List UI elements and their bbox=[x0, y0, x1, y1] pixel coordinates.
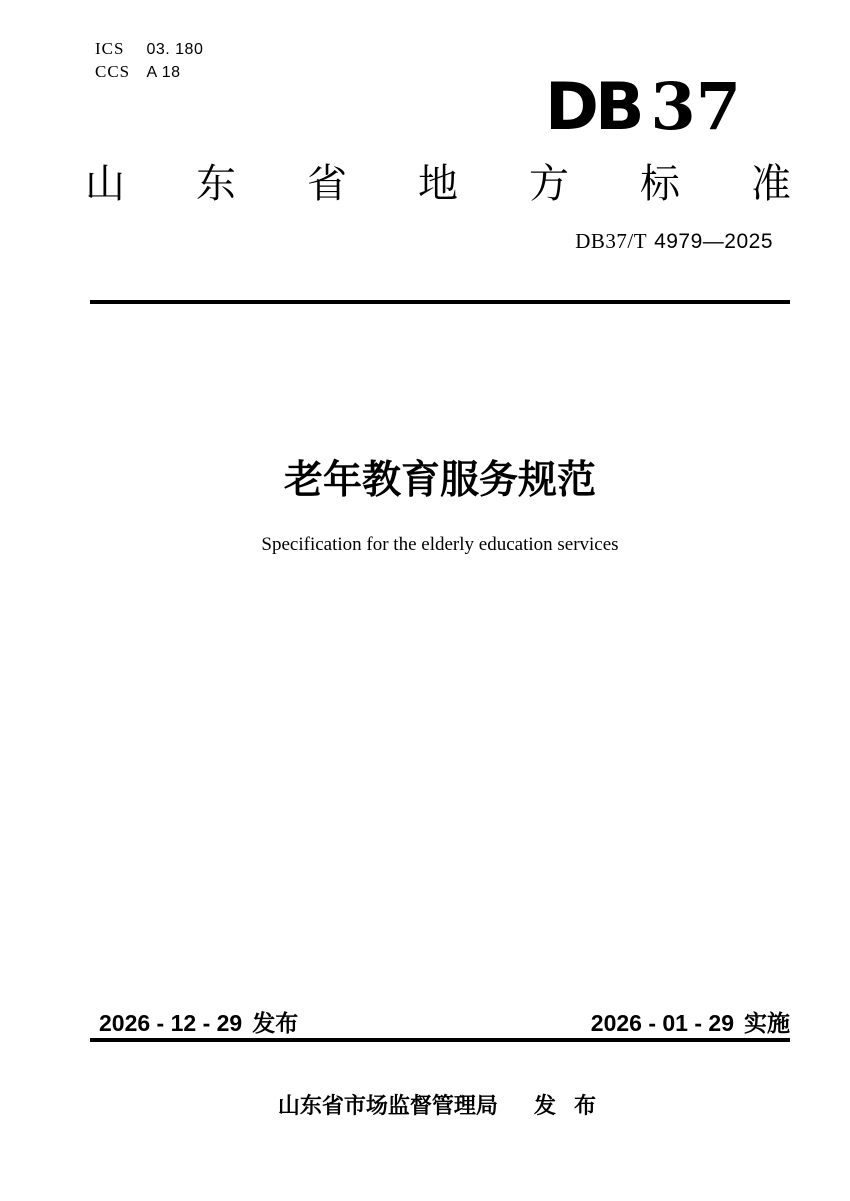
issue-label: 发布 bbox=[252, 1010, 299, 1036]
ccs-row bbox=[95, 60, 203, 83]
ccs-label: CCS bbox=[95, 62, 131, 81]
date-row bbox=[90, 1009, 790, 1038]
db37-logo-region-number: 37 bbox=[650, 69, 741, 145]
publisher-action: 发 布 bbox=[533, 1093, 603, 1118]
provincial-title-char: 地 bbox=[418, 162, 458, 206]
header-divider-rule bbox=[90, 300, 790, 304]
ccs-value: A 18 bbox=[146, 64, 181, 81]
provincial-standard-title bbox=[85, 164, 791, 204]
db37-logo-db-text: DB bbox=[545, 70, 641, 145]
provincial-title-char: 省 bbox=[307, 162, 347, 206]
ics-label: ICS bbox=[95, 39, 125, 58]
ics-row bbox=[95, 37, 203, 60]
document-title-zh: 老年教育服务规范 bbox=[283, 459, 596, 502]
implement-date-group bbox=[591, 1009, 790, 1038]
provincial-title-char: 标 bbox=[640, 162, 680, 206]
standard-code bbox=[575, 229, 773, 254]
issue-date: 2026 - 12 - 29 bbox=[99, 1010, 243, 1036]
db37-logo bbox=[545, 69, 741, 145]
implement-date: 2026 - 01 - 29 bbox=[590, 1010, 734, 1036]
document-title-en: Specification for the elderly education services bbox=[261, 534, 619, 555]
classification-block bbox=[95, 37, 203, 83]
ics-value: 03. 180 bbox=[146, 41, 204, 58]
issue-date-group bbox=[90, 1009, 298, 1038]
publisher-name: 山东省市场监督管理局 bbox=[277, 1093, 498, 1118]
provincial-title-char: 山 bbox=[85, 162, 125, 206]
provincial-title-char: 方 bbox=[529, 162, 569, 206]
provincial-title-char: 东 bbox=[196, 162, 236, 206]
provincial-title-char: 准 bbox=[751, 162, 791, 206]
standard-code-number: 4979—2025 bbox=[654, 230, 773, 253]
footer-divider-rule bbox=[90, 1038, 790, 1042]
implement-label: 实施 bbox=[744, 1010, 790, 1036]
publisher-row bbox=[90, 1092, 790, 1120]
standard-code-prefix: DB37/T bbox=[575, 229, 648, 253]
